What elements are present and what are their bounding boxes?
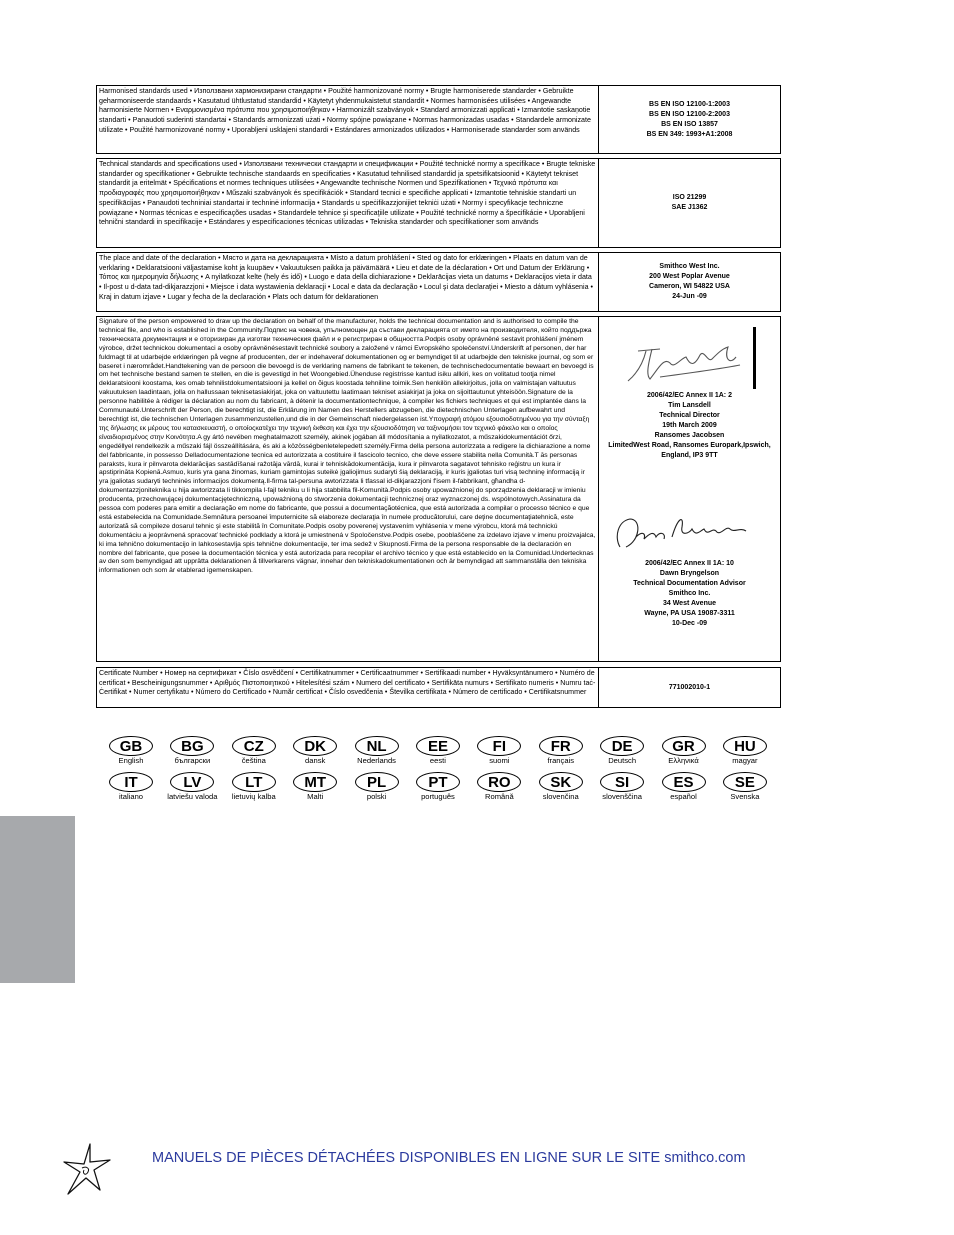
signer-address: LimitedWest Road, Ransomes Europark,Ipswich, <box>608 442 771 449</box>
language-code: SI <box>600 772 644 792</box>
technical-standards-row <box>96 158 781 248</box>
language-name: magyar <box>732 756 758 765</box>
signer-address: Wayne, PA USA 19087-3311 <box>644 610 735 617</box>
signer-address: 34 West Avenue <box>662 600 717 607</box>
language-code: IT <box>109 772 153 792</box>
language-badge-lt <box>227 772 281 801</box>
language-badge-gr <box>657 736 711 765</box>
signer-1-details <box>608 391 770 461</box>
certificate-number-values <box>599 668 780 707</box>
language-name: slovenščina <box>602 792 642 801</box>
signature-row <box>96 316 781 662</box>
signer-title: Technical Documentation Advisor <box>633 580 746 587</box>
language-code: FI <box>477 736 521 756</box>
language-badge-cz <box>227 736 281 765</box>
place-date-label: The place and date of the declaration • Място и дата на декларацията • Místo a datum prohlášení • Sted og dato for erklæringen • Plaats en datum van de verklaring • Deklaratsiooni väljastamise koht ja kuupäev • Vakuutuksen paikka ja päivämäärä • Lieu et date de la déclaration • Ort und Datum der Erklärung • Τόπος και ημερομηνία δήλωσης • A nyilatkozat kelte (hely és idő) • Luogo e data della dichiarazione • Deklarācijas vieta un datums • Deklaracijos vieta ir data • Il-post u d-data tad-dikjarazzjoni • Miejsce i data wystawienia deklaracji • Local e data da declaração • Locul şi data declaraţiei • Miesto a dátum vyhlásenia • Kraj in datum izjave • Lugar y fecha de la declaración • Plats och datum för deklarationen <box>97 253 599 311</box>
language-badge-dk <box>288 736 342 765</box>
language-badge-pt <box>411 772 465 801</box>
signer-company: Ransomes Jacobsen <box>654 432 725 439</box>
language-name: eesti <box>429 756 446 765</box>
language-name: português <box>421 792 455 801</box>
spec-value: ISO 21299 <box>672 194 707 201</box>
language-code: NL <box>355 736 399 756</box>
signer-2-details <box>633 559 745 629</box>
standard-value: BS EN 349: 1993+A1:2008 <box>646 130 733 138</box>
language-code: GR <box>662 736 706 756</box>
standard-value: BS EN ISO 12100-2:2003 <box>649 110 730 118</box>
language-name: lietuvių kalba <box>231 792 276 801</box>
harmonised-standards-row <box>96 85 781 154</box>
signer-address: England, IP3 9TT <box>661 452 718 459</box>
language-name: Malti <box>307 792 324 801</box>
certificate-number-label: Certificate Number • Номер на сертификат • Číslo osvědčení • Certifikatnummer • Certificaatnummer • Sertifikaadi number • Hyväksyntänumero • Numéro de certificat • Bescheinigungsnummer • Αριθμός Πιστοποιητικού • Hitelesítési szám • Numero del certificato • Sertifikāta numurs • Sertifikato numeris • Numru taċ-Ċertifikat • Numer certyfikatu • Número do Certificado • Număr certificat • Číslo osvedčenia • Številka certifikata • Número de certificado • Certifikatsnummer <box>97 668 599 707</box>
language-code: HU <box>723 736 767 756</box>
language-badge-bg <box>165 736 219 765</box>
language-name: Ελληνικά <box>668 756 699 765</box>
star-logo-icon <box>60 1142 112 1203</box>
language-badge-hu <box>718 736 772 765</box>
place-value: Smithco West Inc. <box>659 263 720 270</box>
place-value: 200 West Poplar Avenue <box>649 273 730 280</box>
language-badge-ro <box>472 772 526 801</box>
language-name: polski <box>366 792 387 801</box>
certificate-number-row <box>96 667 781 708</box>
language-code: CZ <box>232 736 276 756</box>
place-value: Cameron, WI 54822 USA <box>649 283 730 290</box>
language-code: SK <box>539 772 583 792</box>
language-badge-de <box>595 736 649 765</box>
harmonised-standards-label: Harmonised standards used • Използвани хармонизирани стандарти • Použité harmonizované normy • Brugte harmoniserede standarder • Gebruikte geharmoniseerde standaards • Kasutatud ühtlustatud standardid • Käytetyt yhdenmukaistetut standardit • Normes harmonisées utilisées • Angewandte harmonisierte Normen • Εναρμονισμένα πρότυπα που χρησιμοποιήθηκαν • Harmonizált szabványok • Standard armonizzati applicati • Izmantotie saskaņotie standarti • Panaudoti suderinti standartai • Standards armonizzati użati • Normy spójne powiązane • Normas harmonizadas usadas • Standardele armonizate utilizate • Použité harmonizované normy • Uporabljeni usklajeni standardi • Estándares armonizados utilizados • Harmoniserade standarder som används <box>97 86 599 153</box>
language-badge-lv <box>165 772 219 801</box>
signer-company: Smithco Inc. <box>668 590 711 597</box>
language-code: MT <box>293 772 337 792</box>
language-badges-row-1 <box>104 736 772 765</box>
signature-image-1 <box>600 329 780 391</box>
signer-annex: 2006/42/EC Annex II 1A: 10 <box>645 560 734 567</box>
language-badge-ee <box>411 736 465 765</box>
language-badge-es <box>657 772 711 801</box>
language-badge-mt <box>288 772 342 801</box>
language-name: slovenčina <box>542 792 579 801</box>
place-date-values <box>599 253 780 311</box>
footer-parts-manual-link[interactable]: MANUELS DE PIÈCES DÉTACHÉES DISPONIBLES EN LIGNE SUR LE SITE smithco.com <box>152 1150 746 1166</box>
language-code: BG <box>170 736 214 756</box>
language-code: DE <box>600 736 644 756</box>
technical-standards-label: Technical standards and specifications used • Използвани технически стандарти и спецификации • Použité technické normy a specifikace • Brugte tekniske standarder og specifikationer • Gebruikte technische standaards en specificaties • Kasutatud tehnilised standardid ja spetsifikatsioonid • Käytetyt tekniset standardit ja eritelmät • Spécifications et normes techniques utilisées • Angewandte technische Normen und Spezifikationen • Τεχνικά πρότυπα και προδιαγραφές που χρησιμοποιήθηκαν • Műszaki szabványok és specifikációk • Standard tecnici e specifiche applicati • Izmantotie tehniskie standarti un specifikācijas • Panaudoti techniniai standartai ir techninė informacija • Standards u speċifikazzjonijiet tekniċi użati • Normy i specyfikacje techniczne powiązane • Normas técnicas e especificações usadas • Standardele tehnice şi specificaţiile utilizate • Použité technické normy a špecifikácie • Uporabljeni tehnični standardi in specifikacije • Estándares y especificaciones técnicas utilizadas • Tekniska standarder och specifikationer som används <box>97 159 599 247</box>
language-name: italiano <box>118 792 144 801</box>
language-badge-si <box>595 772 649 801</box>
language-code: SE <box>723 772 767 792</box>
language-name: suomi <box>489 756 510 765</box>
language-code: ES <box>662 772 706 792</box>
language-code: GB <box>109 736 153 756</box>
language-code: PL <box>355 772 399 792</box>
language-name: español <box>670 792 697 801</box>
language-badge-nl <box>350 736 404 765</box>
language-code: RO <box>477 772 521 792</box>
standard-value: BS EN ISO 12100-1:2003 <box>649 100 730 108</box>
language-badge-it <box>104 772 158 801</box>
signer-date: 19th March 2009 <box>662 422 717 429</box>
language-name: Nederlands <box>357 756 396 765</box>
place-date-row <box>96 252 781 312</box>
language-badge-se <box>718 772 772 801</box>
language-badge-fi <box>472 736 526 765</box>
certificate-number: 771002010-1 <box>668 683 711 691</box>
language-code: LT <box>232 772 276 792</box>
language-code: EE <box>416 736 460 756</box>
language-name: Svenska <box>730 792 760 801</box>
signer-name: Tim Lansdell <box>668 402 711 409</box>
language-code: DK <box>293 736 337 756</box>
signer-name: Dawn Bryngelson <box>659 570 720 577</box>
signer-title: Technical Director <box>659 412 720 419</box>
harmonised-standards-values <box>599 86 780 153</box>
signature-marker-bar <box>753 327 756 389</box>
language-badge-pl <box>350 772 404 801</box>
language-name: български <box>174 756 211 765</box>
standard-value: BS EN ISO 13857 <box>661 120 718 128</box>
language-code: FR <box>539 736 583 756</box>
language-badge-gb <box>104 736 158 765</box>
side-tab <box>0 816 75 983</box>
signature-values <box>599 317 780 661</box>
signer-annex: 2006/42/EC Annex II 1A: 2 <box>647 392 732 399</box>
technical-standards-values <box>599 159 780 247</box>
language-badge-fr <box>534 736 588 765</box>
signer-date: 10-Dec -09 <box>671 620 707 627</box>
language-code: LV <box>170 772 214 792</box>
language-badges-row-2 <box>104 772 772 801</box>
signature-label: Signature of the person empowered to draw up the declaration on behalf of the manufacturer, holds the technical documentation and is authorised to compile the technical file, and who is established in the Community.Подпис на човека, упълномощен да състави декларацията от името на производителя, който поддържа техническата документация и е оторизиран да изготви техническия файл и е регистриран в общността.Podpis osoby oprávněné sestavit prohlášení jménem výrobce, držet technickou dokumentaci a osoby oprávněnésestavit technické soubory a založené v rámci Evropského společenství.Underskrift af personen, der har fuldmagt til at udarbejde erklæringen på vegne af producenten, der er indehaveraf dokumentationen og er bemyndiget til at udarbejde den tekniske journal, og som er baseret i nærområdet.Handtekening van de persoon die bevoegd is de verklaring namens de fabrikant te tekenen, de technischedocumentatie bewaart en bevoegd is om het technische bestand samen te stellen, en die is gevestigd in het Woongebied.Ühenduse registrisse kantud isiku allkiri, kes on volitatud tootja nimel deklaratsiooni koostama, kes omab tehnilistdokumentatsiooni ja kellel on õigus koostada tehniline toimik.Sen henkilön allekirjoitus, jolla on valmistajan valtuutus vakuutuksen laadintaan, jolla on hallussaan teknisetasiakirjat, joka on valtuutettu laatimaan tekniset asiakirjat ja joka on sijoittautunut yhteisöön.Signature de la personne habilitée à rédiger la déclaration au nom du fabricant, à détenir la documentationtechnique, à compiler les fichiers techniques et qui est implantée dans la Communauté.Unterschrift der Person, die berechtigt ist, die Erklärung im Namen des Herstellers abzugeben, die dietechnischen Unterlagen aufbewahrt und berechtigt ist, die technischen Unterlagen zusammenzustellen,und die in der Gemeinschaft niedergelassen ist.Υπογραφή ατόμου εξουσιοδοτημένου για την σύνταξη της δήλωσης εκ μέρους του κατασκευαστή, ο οποίοςκατέχει την τεχνική έκθεση και έχει την εξουσιοδότηση να ταξινομήσει τον τεχνικό φάκελο και ο οποίος είναιδιορισμένος στην Κοινότητα.A gy ártó nevében meghatalmazott személy, akinek jogában áll módosítania a nyilatkozatot, a műszakidokumentációt őrzi, engedéllyel rendelkezik a műszaki fájl összeállítására, és aki a közösségbenletelepedett személy.Firma della persona autorizzata a redigere la dichiarazione a nome del fabbricante, in possesso Delladocumentazione tecnica ed autorizzata a costituire il fascicolo tecnico, che deve essere stabilita nella Comunità.T ās personas paraksts, kura ir pilnvarota deklarācijas sastādīšanai ražotāja vārdā, kurai ir tehniskādokumentācija, kura ir pilnvarota sagatavot tehnisko reģistru un kura ir apstiprināta Kopienā.Asmuo, kuris yra gana žinomas, kuriam gamintojas suteikė įgaliojimus sudaryti šią deklaraciją, ir kuris įgaliotas turi visą techninę informaciją ir yra įgaliotas sudaryti techninės informacijos dokumentą.Il-firma tal-persuna awtorizzata li tfassal id-dikjarazzjoni f'isem il-fabbrikant, għandha d-dokumentazzjoniteknika u hija awtorizzata li tikkompila l-fajl tekniku u li hija stabbilita fil-Komunità.Podpis osoby upoważnionej do sporządzenia deklaracji w imieniu producenta, przechowującej dokumentacjętechniczną, upoważnioną do stworzenia dokumentacji technicznej oraz wyznaczonej ds. wspólnotowych.Assinatura da pessoa com poderes para emitir a declaração em nome do fabricante, que possui a documentaçãotécnica, que está autorizada a compilar o processo técnico e que está estabelecida na Comunidade.Semnătura persoanei împuternicite să elaboreze declaraţia în numele producătorului, care deţine documentaţiatehnică, este autorizată să compileze dosarul tehnic şi este stabilită în Comunitate.Podpis osoby poverenej vystavením vyhlásenia v mene výrobcu, ktorá má technickú dokumentáciu a jeoprávnená spracovať technické podklady a ktorá je umiestnená v Spoločenstve.Podpis osebe, pooblaščene za izdelavo izjave v imenu proizvajalca, ki ima tehnično dokumentacijo in lahkosestavlja spis tehnične dokumentacije, ter ima sedež v Skupnosti.Firma de la persona responsable de la declaración en nombre del fabricante, que posee la documentación técnica y está autorizada para recopilar el archivo técnico y que está establecido en la Comunidad.Undertecknas av den som bemyndigad att upprätta deklarationen å tillverkarens vägnar, innehar den tekniskadokumentationen och är bemyndigad att sammanställa den tekniska informationen och som är etablerad igemenskapen. <box>97 317 599 661</box>
language-name: English <box>118 756 144 765</box>
language-name: latviešu valoda <box>167 792 218 801</box>
language-name: Română <box>484 792 514 801</box>
language-name: Deutsch <box>608 756 637 765</box>
signature-image-2 <box>600 507 780 559</box>
date-value: 24-Jun -09 <box>672 293 707 300</box>
language-name: čeština <box>241 756 266 765</box>
language-badge-sk <box>534 772 588 801</box>
language-code: PT <box>416 772 460 792</box>
language-name: français <box>547 756 575 765</box>
spec-value: SAE J1362 <box>671 204 708 211</box>
language-name: dansk <box>305 756 326 765</box>
